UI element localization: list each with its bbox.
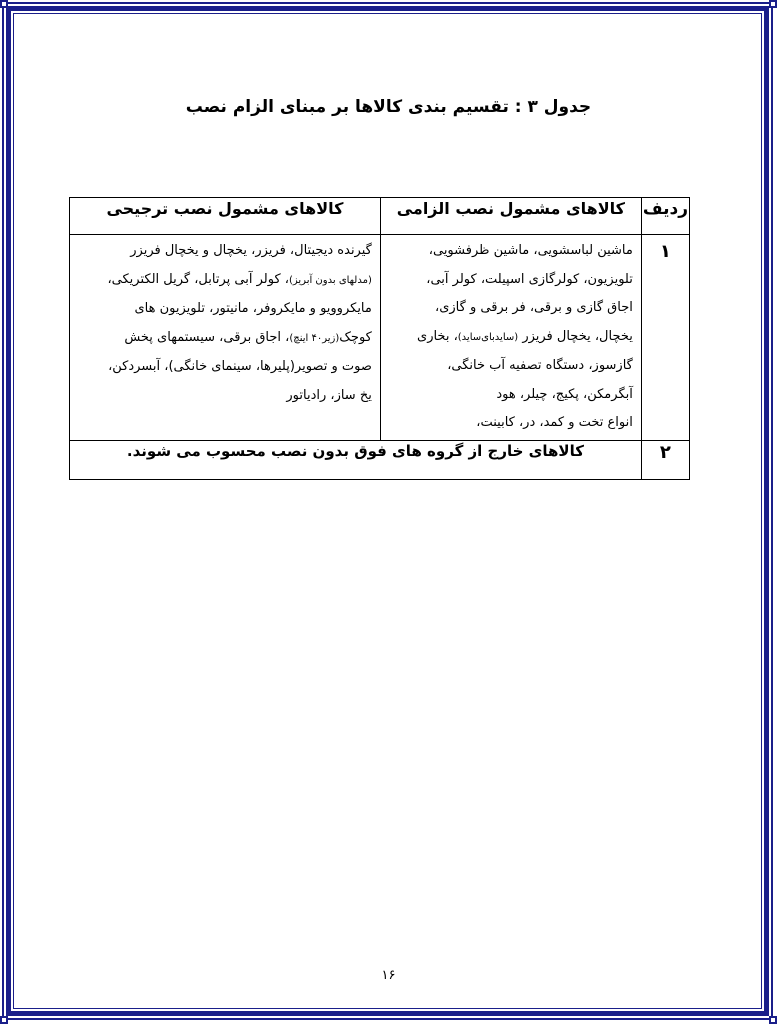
list-item: انواع تخت و کمد، در، کابینت، [476, 415, 633, 430]
corner-ornament-bottom-right [769, 1016, 777, 1024]
list-item: کوچک(زیر۴۰ اینچ)، اجاق برقی، سیستمهای پخش [124, 329, 372, 345]
table-row [70, 440, 690, 479]
other-goods-note: کالاهای خارج از گروه های فوق بدون نصب محسوب می شوند. [70, 440, 642, 479]
corner-ornament-bottom-left [0, 1016, 8, 1024]
row-number: ۱ [641, 235, 689, 441]
list-item: گیرنده دیجیتال، فریزر، یخچال و یخچال فریزر [130, 243, 372, 258]
list-item: آبگرمکن، پکیج، چیلر، هود [496, 386, 633, 402]
list-item: مایکروویو و مایکروفر، مانیتور، تلویزیون های [134, 301, 372, 316]
list-item: اجاق گازی و برقی، فر برقی و گازی، [435, 300, 633, 315]
list-item: (مدلهای بدون آبریز)، کولر آبی پرتابل، گریل الکتریکی، [107, 271, 372, 287]
header-radif: ردیف [641, 198, 689, 235]
list-item: صوت و تصویر(پلیرها، سینمای خانگی)، آبسردکن، [108, 359, 372, 374]
classification-table [69, 197, 690, 480]
list-item: یخچال، یخچال فریزر (سایدبای‌ساید)، بخاری [417, 328, 633, 344]
table-title: جدول ۳ : تقسیم بندی کالاها بر مبنای الزام نصب [185, 97, 592, 117]
header-preferred-installation: کالاهای مشمول نصب ترجیحی [70, 198, 381, 235]
list-item: یخ ساز، رادیاتور [286, 387, 372, 403]
corner-ornament-top-right [769, 0, 777, 8]
corner-ornament-top-left [0, 0, 8, 8]
page-border-inner [13, 13, 762, 1009]
row-number: ۲ [641, 440, 689, 479]
table-row [70, 235, 690, 441]
mandatory-items-cell [380, 235, 641, 441]
list-item: گازسوز، دستگاه تصفیه آب خانگی، [447, 358, 633, 373]
header-mandatory-installation: کالاهای مشمول نصب الزامی [380, 198, 641, 235]
page-number: ۱۶ [381, 968, 396, 983]
preferred-items-cell [70, 235, 381, 441]
list-item: تلویزیون، کولرگازی اسپیلت، کولر آبی، [426, 271, 633, 287]
table-header-row [70, 198, 690, 235]
list-item: ماشین لباسشویی، ماشین ظرفشویی، [428, 243, 633, 258]
